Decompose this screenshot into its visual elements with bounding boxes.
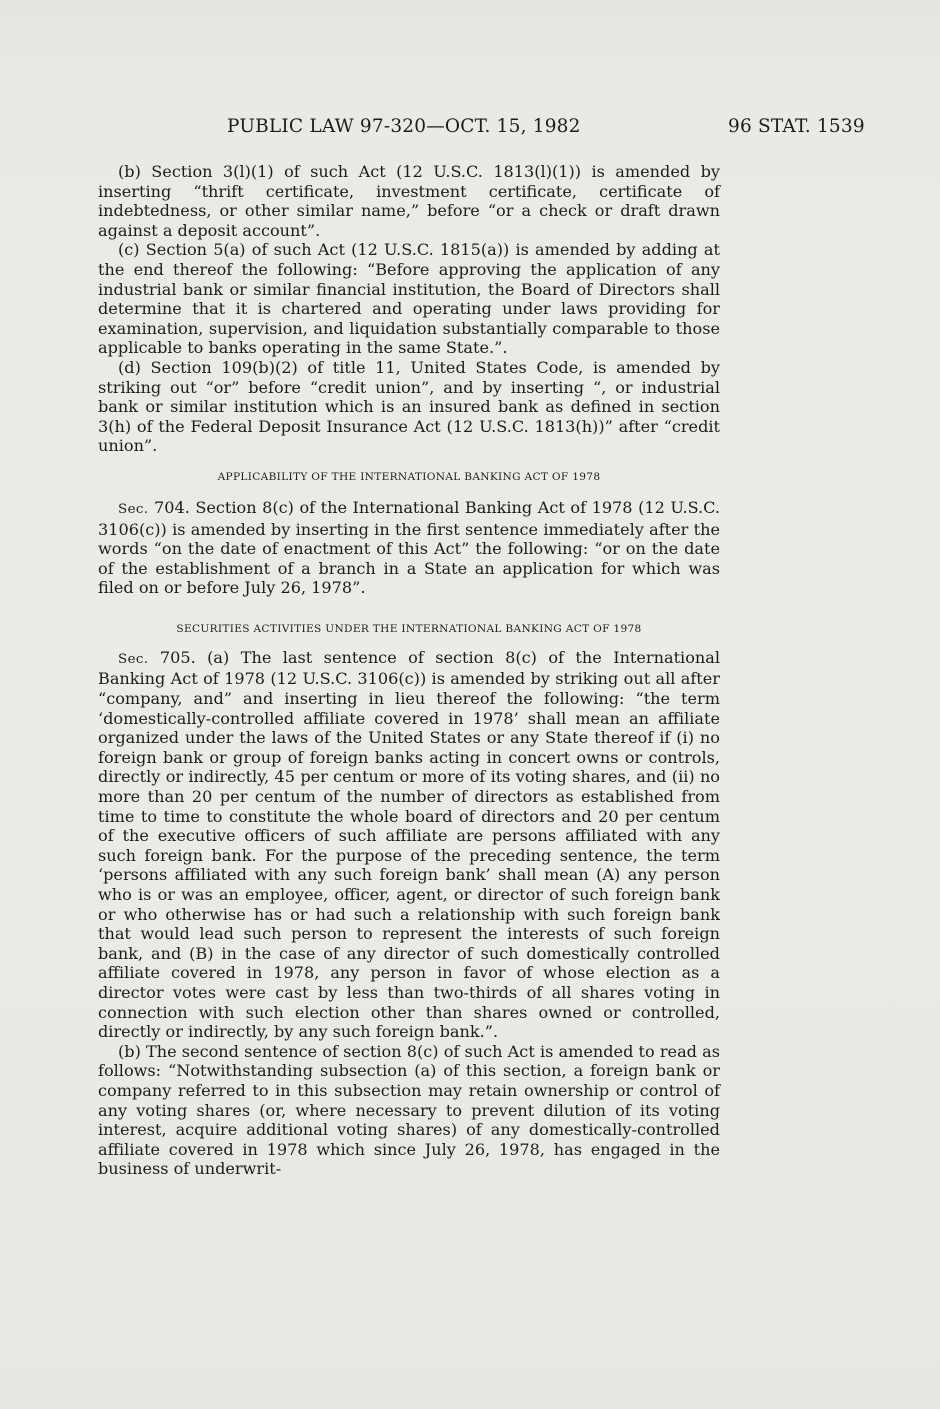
- paragraph-sec-705b: (b) The second sentence of section 8(c) of such Act is amended to read as follows: “Notwithstanding subsection (a) of this section, a foreign bank or company referred to in this subsection may retain ownership or control of any voting shares (or, where necessary to prevent dilution of its voting interest, acquire additional voting shares) of any domestically-controlled affiliate covered in 1978 which since July 26, 1978, has engaged in the business of underwrit-: [98, 1041, 720, 1179]
- paragraph-section-b: (b) Section 3(l)(1) of such Act (12 U.S.C. 1813(l)(1)) is amended by inserting “thrift certificate, investment certificate, certificate of indebtedness, or other similar name,” before “or a check or draft drawn against a deposit account”.: [98, 162, 720, 240]
- header-title: PUBLIC LAW 97-320—OCT. 15, 1982: [227, 116, 581, 137]
- running-header: [0, 116, 940, 144]
- paragraph-sec-705a: [98, 648, 720, 1042]
- heading-sec-704: APPLICABILITY OF THE INTERNATIONAL BANKING ACT OF 1978: [217, 470, 601, 483]
- sec-704-label: Sec.: [118, 501, 149, 517]
- paragraph-sec-704: [98, 498, 720, 598]
- header-stat-citation: 96 STAT. 1539: [728, 116, 865, 137]
- paragraph-section-d: (d) Section 109(b)(2) of title 11, United States Code, is amended by striking out “or” before “credit union”, and by inserting “, or industrial bank or similar institution which is an insured bank as defined in section 3(h) of the Federal Deposit Insurance Act (12 U.S.C. 1813(h))” after “credit union”.: [98, 357, 720, 456]
- sec-705-label: Sec.: [118, 651, 149, 667]
- heading-sec-705: SECURITIES ACTIVITIES UNDER THE INTERNATIONAL BANKING ACT OF 1978: [176, 622, 642, 635]
- document-body: [98, 162, 720, 1179]
- sec-704-text: 704. Section 8(c) of the International Banking Act of 1978 (12 U.S.C. 3106(c)) is amended by inserting in the first sentence immediately after the words “on the date of enactment of this Act” the following: “or on the date of the establishment of a branch in a State an application for which was filed on or before July 26, 1978”.: [98, 497, 720, 598]
- paragraph-section-c: (c) Section 5(a) of such Act (12 U.S.C. 1815(a)) is amended by adding at the end thereof the following: “Before approving the application of any industrial bank or similar financial institution, the Board of Directors shall determine that it is chartered and operating under laws providing for examination, supervision, and liquidation substantially comparable to those applicable to banks operating in the same State.”.: [98, 240, 720, 358]
- sec-705-text: 705. (a) The last sentence of section 8(c) of the International Banking Act of 1978 (12 U.S.C. 3106(c)) is amended by striking out all after “company, and” and inserting in lieu thereof the following: “the term ‘domestically-controlled affiliate covered in 1978’ shall mean an affiliate organized under the laws of the United States or any State thereof if (i) no foreign bank or group of foreign banks acting in concert owns or controls, directly or indirectly, 45 per centum or more of its voting shares, and (ii) no more than 20 per centum of the number of directors as established from time to time to constitute the whole board of directors and 20 per centum of the executive officers of such affiliate are persons affiliated with any such foreign bank. For the purpose of the preceding sentence, the term ‘persons affiliated with any such foreign bank’ shall mean (A) any person who is or was an employee, officer, agent, or director of such foreign bank or who otherwise has or had such a relationship with such foreign bank that would lead such person to represent the interests of such foreign bank, and (B) in the case of any director of such domestically controlled affiliate covered in 1978, any person in favor of whose election as a director votes were cast by less than two-thirds of all shares voting in connection with such election other than shares owned or controlled, directly or indirectly, by any such foreign bank.”.: [98, 647, 720, 1042]
